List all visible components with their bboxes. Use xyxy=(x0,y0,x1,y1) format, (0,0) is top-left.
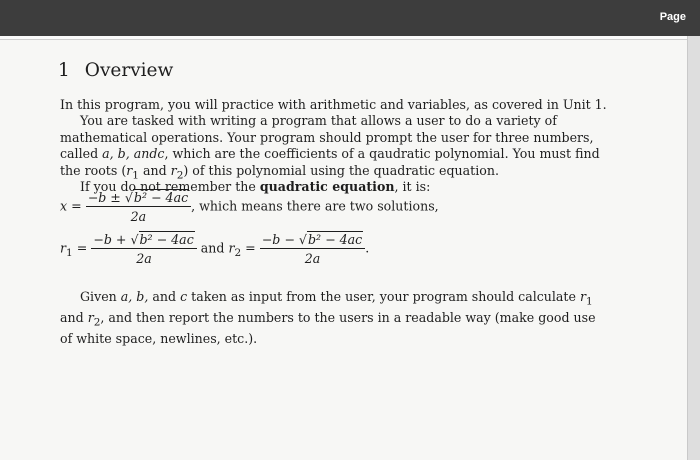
eq2-denominator-2: 2a xyxy=(304,251,321,266)
page-button[interactable]: Page xyxy=(659,11,686,23)
output-r2: r xyxy=(87,310,94,326)
eq2-eqsign: = xyxy=(72,240,88,256)
eq2-denominator-1: 2a xyxy=(136,251,152,266)
task-vars: a, b, andc xyxy=(102,146,165,161)
reminder-text-1: If you do not remember the xyxy=(80,179,260,194)
eq2-end: . xyxy=(365,240,370,256)
eq1-numerator: −b ± √ xyxy=(87,190,133,205)
output-vars: a, b, xyxy=(120,289,149,304)
output-r2-sub: 2 xyxy=(93,316,101,329)
paragraph-output xyxy=(60,289,605,348)
eq1-lhs: x = xyxy=(60,198,82,214)
section-number: 1 xyxy=(58,60,70,81)
eq2-eqsign2: = xyxy=(241,240,256,256)
output-r1-sub: 1 xyxy=(585,295,593,308)
eq2-lhs: r xyxy=(60,240,67,256)
eq2-radicand-1: b² − 4ac xyxy=(139,232,194,247)
reminder-text-2: , it is: xyxy=(394,179,431,194)
reminder-bold: quadratic equation xyxy=(259,179,395,194)
output-text-4: and xyxy=(60,310,88,326)
task-r2-sub: 2 xyxy=(176,169,184,182)
output-text-5: , and then report the numbers to the users in a readable way (make good use of white space, newlines, etc.). xyxy=(60,310,596,347)
equation-quadratic xyxy=(60,190,439,224)
eq1-fraction xyxy=(86,190,191,224)
vertical-scrollbar[interactable] xyxy=(687,36,700,460)
output-r1: r xyxy=(579,289,586,304)
task-text-3: ) of this polynomial using the quadratic equation. xyxy=(183,162,499,178)
output-c: c xyxy=(180,289,188,304)
eq1-denominator: 2a xyxy=(130,209,147,224)
document-page xyxy=(0,40,688,460)
intro-text: In this program, you will practice with arithmetic and variables, as covered in Unit 1. xyxy=(60,97,607,112)
equation-roots xyxy=(60,232,369,266)
task-and: and xyxy=(138,162,171,178)
task-text-1: You are tasked with writing a program that allows a user to do a variety of mathematical operations. Your program should prompt the user for three numbers, called xyxy=(60,113,594,161)
output-text-2: and xyxy=(148,289,181,304)
eq2-lhs2-sub: 2 xyxy=(234,247,242,260)
eq2-and: and xyxy=(200,240,229,256)
paragraph-intro xyxy=(60,97,605,114)
output-text-1: Given xyxy=(80,289,121,304)
task-r2: r xyxy=(170,162,177,178)
viewer-toolbar xyxy=(0,0,700,36)
eq2-numerator-2: −b − √ xyxy=(261,232,307,247)
eq2-fraction-1 xyxy=(91,232,196,266)
eq1-radicand: b² − 4ac xyxy=(133,190,189,205)
eq2-lhs-sub: 1 xyxy=(66,247,73,260)
eq2-numerator-1: −b + √ xyxy=(93,232,139,247)
task-text-2: , which are the coefficients of a qaudratic polynomial. You must find the roots ( xyxy=(60,146,600,178)
eq2-fraction-2 xyxy=(260,232,365,266)
section-heading xyxy=(58,60,173,81)
output-text-3: taken as input from the user, your program should calculate xyxy=(187,289,580,304)
eq2-lhs2: r xyxy=(228,240,235,256)
eq2-radicand-2: b² − 4ac xyxy=(307,232,363,247)
eq1-tail: , which means there are two solutions, xyxy=(191,198,439,214)
paragraph-task xyxy=(60,113,605,184)
section-title: Overview xyxy=(84,60,174,81)
task-r1-sub: 1 xyxy=(132,169,139,182)
task-r1: r xyxy=(126,162,133,178)
